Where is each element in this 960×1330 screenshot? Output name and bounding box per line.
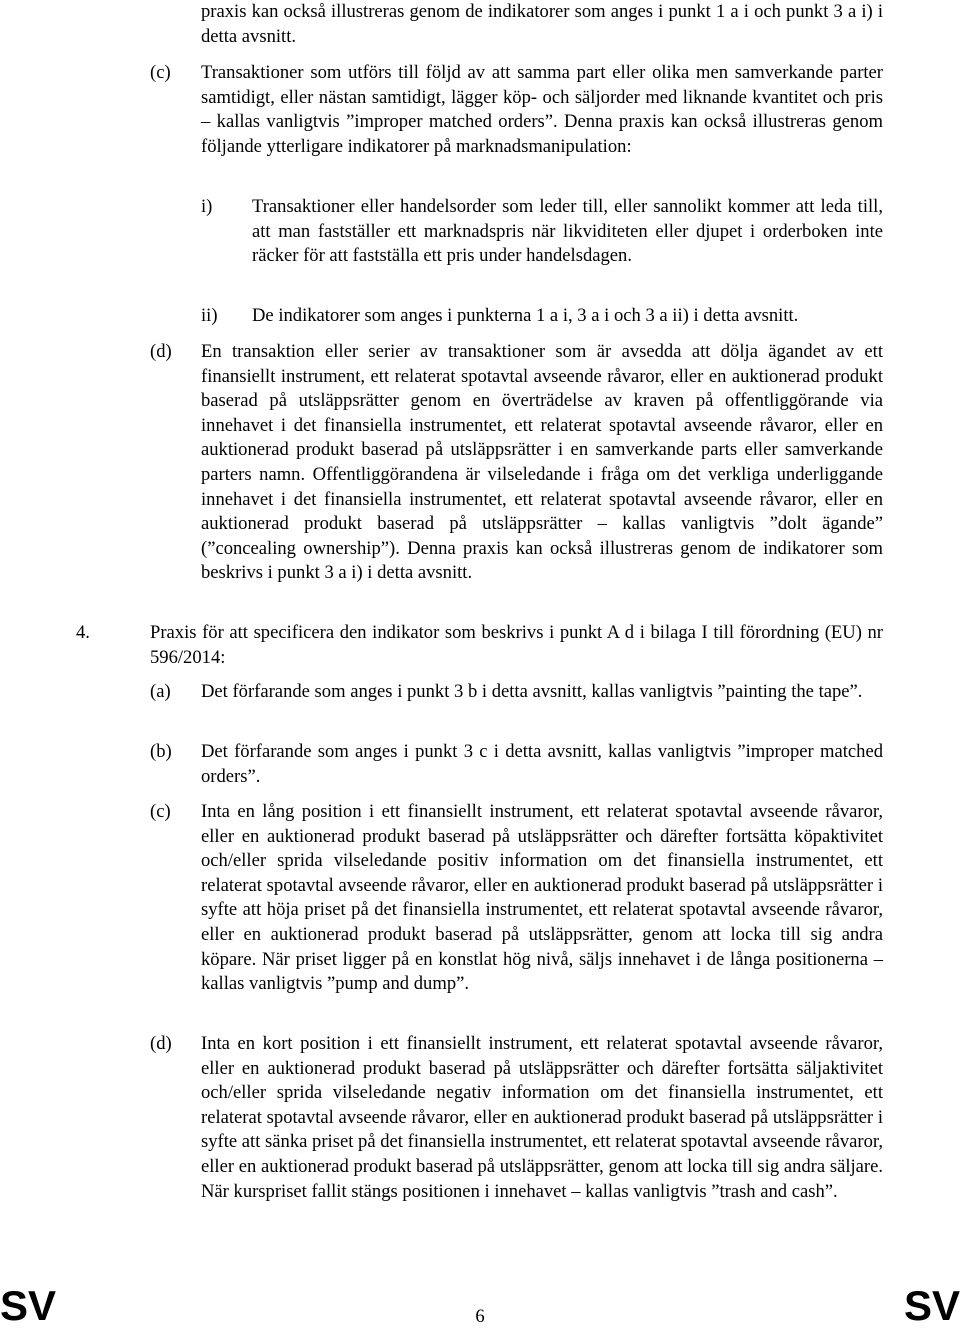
footer-language-right: SV: [903, 1282, 960, 1329]
page-number: 6: [475, 1306, 485, 1327]
section4-d-text: Inta en kort position i ett finansiellt instrument, ett relaterat spotavtal avseende råvaror, eller en auktionerad produkt baserad på utsläppsrätter och därefter fortsätta säljaktivitet och/eller sprida vilseledande negativ information om det finansiella instrumentet, ett relaterat spotavtal avseende råvaror, eller en auktionerad produkt baserad på utsläppsrätter i syfte att sänka priset på det finansiella instrumentet, ett relaterat spotavtal avseende råvaror, eller en auktionerad produkt baserad på utsläppsrätter, genom att locka till sig andra säljare. När kurspriset fallit stängs positionen i innehavet – kallas vanligtvis ”trash and cash”.: [201, 1033, 883, 1202]
section3-c-ii-label: ii): [201, 305, 218, 326]
section4-b-label: (b): [150, 741, 172, 762]
section4-b-text: Det förfarande som anges i punkt 3 c i detta avsnitt, kallas vanligtvis ”improper matched orders”.: [201, 741, 883, 787]
section4-a-label: (a): [150, 681, 171, 702]
section3-d-text: En transaktion eller serier av transaktioner som är avsedda att dölja ägandet av ett finansiellt instrument, ett relaterat spotavtal avseende råvaror, eller en auktionerad produkt baserad på utsläppsrätter genom en överträdelse av kraven på offentliggörande via innehavet i det finansiella instrumentet, ett relaterat spotavtal avseende råvaror, eller en auktionerad produkt baserad på utsläppsrätter i en samverkande parts eller samverkande parters namn. Offentliggörandena är vilseledande i fråga om det verkliga underliggande innehavet i det finansiella instrumentet, ett relaterat spotavtal avseende råvaror, eller en auktionerad produkt baserad på utsläppsrätter – kallas vanligtvis ”dolt ägande” (”concealing ownership”). Denna praxis kan också illustreras genom de indikatorer som beskrivs i punkt 3 a i) i detta avsnitt.: [201, 341, 883, 584]
section4-c-text: Inta en lång position i ett finansiellt instrument, ett relaterat spotavtal avseende råvaror, eller en auktionerad produkt baserad på utsläppsrätter och därefter fortsätta köpaktivitet och/eller sprida vilseledande positiv information om det finansiella instrumentet, ett relaterat spotavtal avseende råvaror, eller en auktionerad produkt baserad på utsläppsrätter i syfte att höja priset på det finansiella instrumentet, ett relaterat spotavtal avseende råvaror, eller en auktionerad produkt baserad på utsläppsrätter, genom att locka till sig andra köpare. När priset ligger på en konstlat hög nivå, säljs innehavet i de långa positionerna – kallas vanligtvis ”pump and dump”.: [201, 801, 883, 995]
section3-c-i-text: Transaktioner eller handelsorder som leder till, eller sannolikt kommer att leda till, att man fastställer ett marknadspris när likviditeten eller djupet i orderboken inte räcker för att fastställa ett pris under handelsdagen.: [252, 196, 883, 267]
section3-c-i-label: i): [201, 196, 213, 217]
section4-a-text: Det förfarande som anges i punkt 3 b i detta avsnitt, kallas vanligtvis ”painting the tape”.: [201, 681, 863, 702]
section3-c-label: (c): [150, 62, 171, 83]
section3-c-text: Transaktioner som utförs till följd av att samma part eller olika men samverkande parter samtidigt, eller nästan samtidigt, lägger köp- och säljorder med liknande kvantitet och pris – kallas vanligtvis ”improper matched orders”. Denna praxis kan också illustreras genom följande ytterligare indikatorer på marknadsmanipulation:: [201, 62, 883, 157]
section4-number: 4.: [76, 622, 90, 643]
section3-d-label: (d): [150, 341, 172, 362]
section4-intro: Praxis för att specificera den indikator som beskrivs i punkt A d i bilaga I till förordning (EU) nr 596/2014:: [150, 622, 883, 668]
footer-language-left: SV: [0, 1282, 57, 1329]
section3-b-tail: praxis kan också illustreras genom de indikatorer som anges i punkt 1 a i och punkt 3 a i) i detta avsnitt.: [201, 1, 883, 47]
section4-c-label: (c): [150, 801, 171, 822]
section3-c-ii-text: De indikatorer som anges i punkterna 1 a i, 3 a i och 3 a ii) i detta avsnitt.: [252, 305, 799, 326]
section4-d-label: (d): [150, 1033, 172, 1054]
